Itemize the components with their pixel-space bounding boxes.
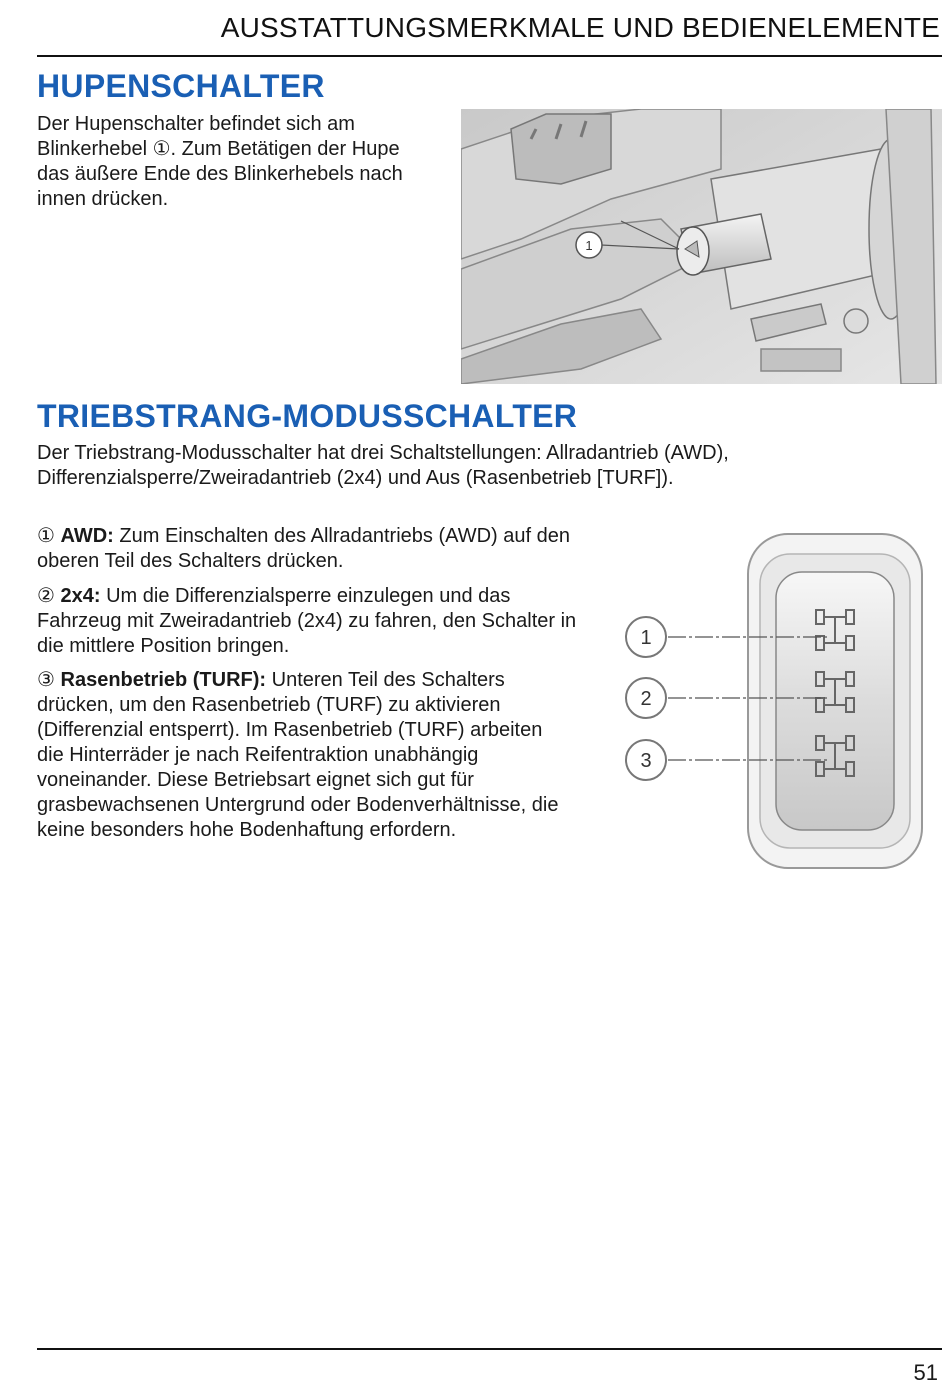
horn-switch-illustration [461,109,942,384]
page-number: 51 [913,1360,938,1385]
footer-rule [37,1348,942,1350]
drivetrain-heading: TRIEBSTRANG-MODUSSCHALTER [37,398,578,434]
mode-item [37,668,572,843]
horn-heading: HUPENSCHALTER [37,68,325,104]
drivetrain-switch-illustration [620,532,936,872]
mode-text: Zum Einschalten des Allradantriebs (AWD) auf den oberen Teil des Schalters drücken. [37,525,570,572]
mode-item [37,584,582,659]
mode-text: Unteren Teil des Schalters drücken, um den Rasenbetrieb (TURF) zu aktivieren (Differenzial entsperrt). Im Rasenbetrieb (TURF) arbeiten die Hinterräder je nach Reifentraktion unabhängig voneinander. Diese Betriebsart eignet sich gut für grasbewachsenen Untergrund oder Bodenverhältnisse, die keine besonders hohe Bodenhaftung erfordern. [37,669,559,841]
mode-marker: ② [37,585,55,607]
callout-label: 1 [640,627,652,649]
drivetrain-intro: Der Triebstrang-Modusschalter hat drei Schaltstellungen: Allradantrieb (AWD), Differenzialsperre/Zweiradantrieb (2x4) und Aus (Rasenbetrieb [TURF]). [37,442,729,489]
callout-label: 1 [585,238,593,253]
mode-label: AWD: [60,525,114,547]
callout-label: 3 [640,750,652,772]
mode-marker: ③ [37,669,55,691]
horn-text: Der Hupenschalter befindet sich am Blinkerhebel ①. Zum Betätigen der Hupe das äußere Ende des Blinkerhebels nach innen drücken. [37,113,403,210]
mode-text: Um die Differenzialsperre einzulegen und das Fahrzeug mit Zweiradantrieb (2x4) zu fahren, den Schalter in die mittlere Position bringen. [37,585,577,657]
rocker-switch-drawing [620,532,936,872]
header-rule [37,55,942,57]
mode-item [37,524,577,574]
callout-label: 2 [640,688,652,710]
mode-label: Rasenbetrieb (TURF): [60,669,267,691]
steering-column-drawing [461,109,942,384]
header-title: AUSSTATTUNGSMERKMALE UND BEDIENELEMENTE [220,12,940,43]
mode-label: 2x4: [60,585,101,607]
mode-marker: ① [37,525,55,547]
